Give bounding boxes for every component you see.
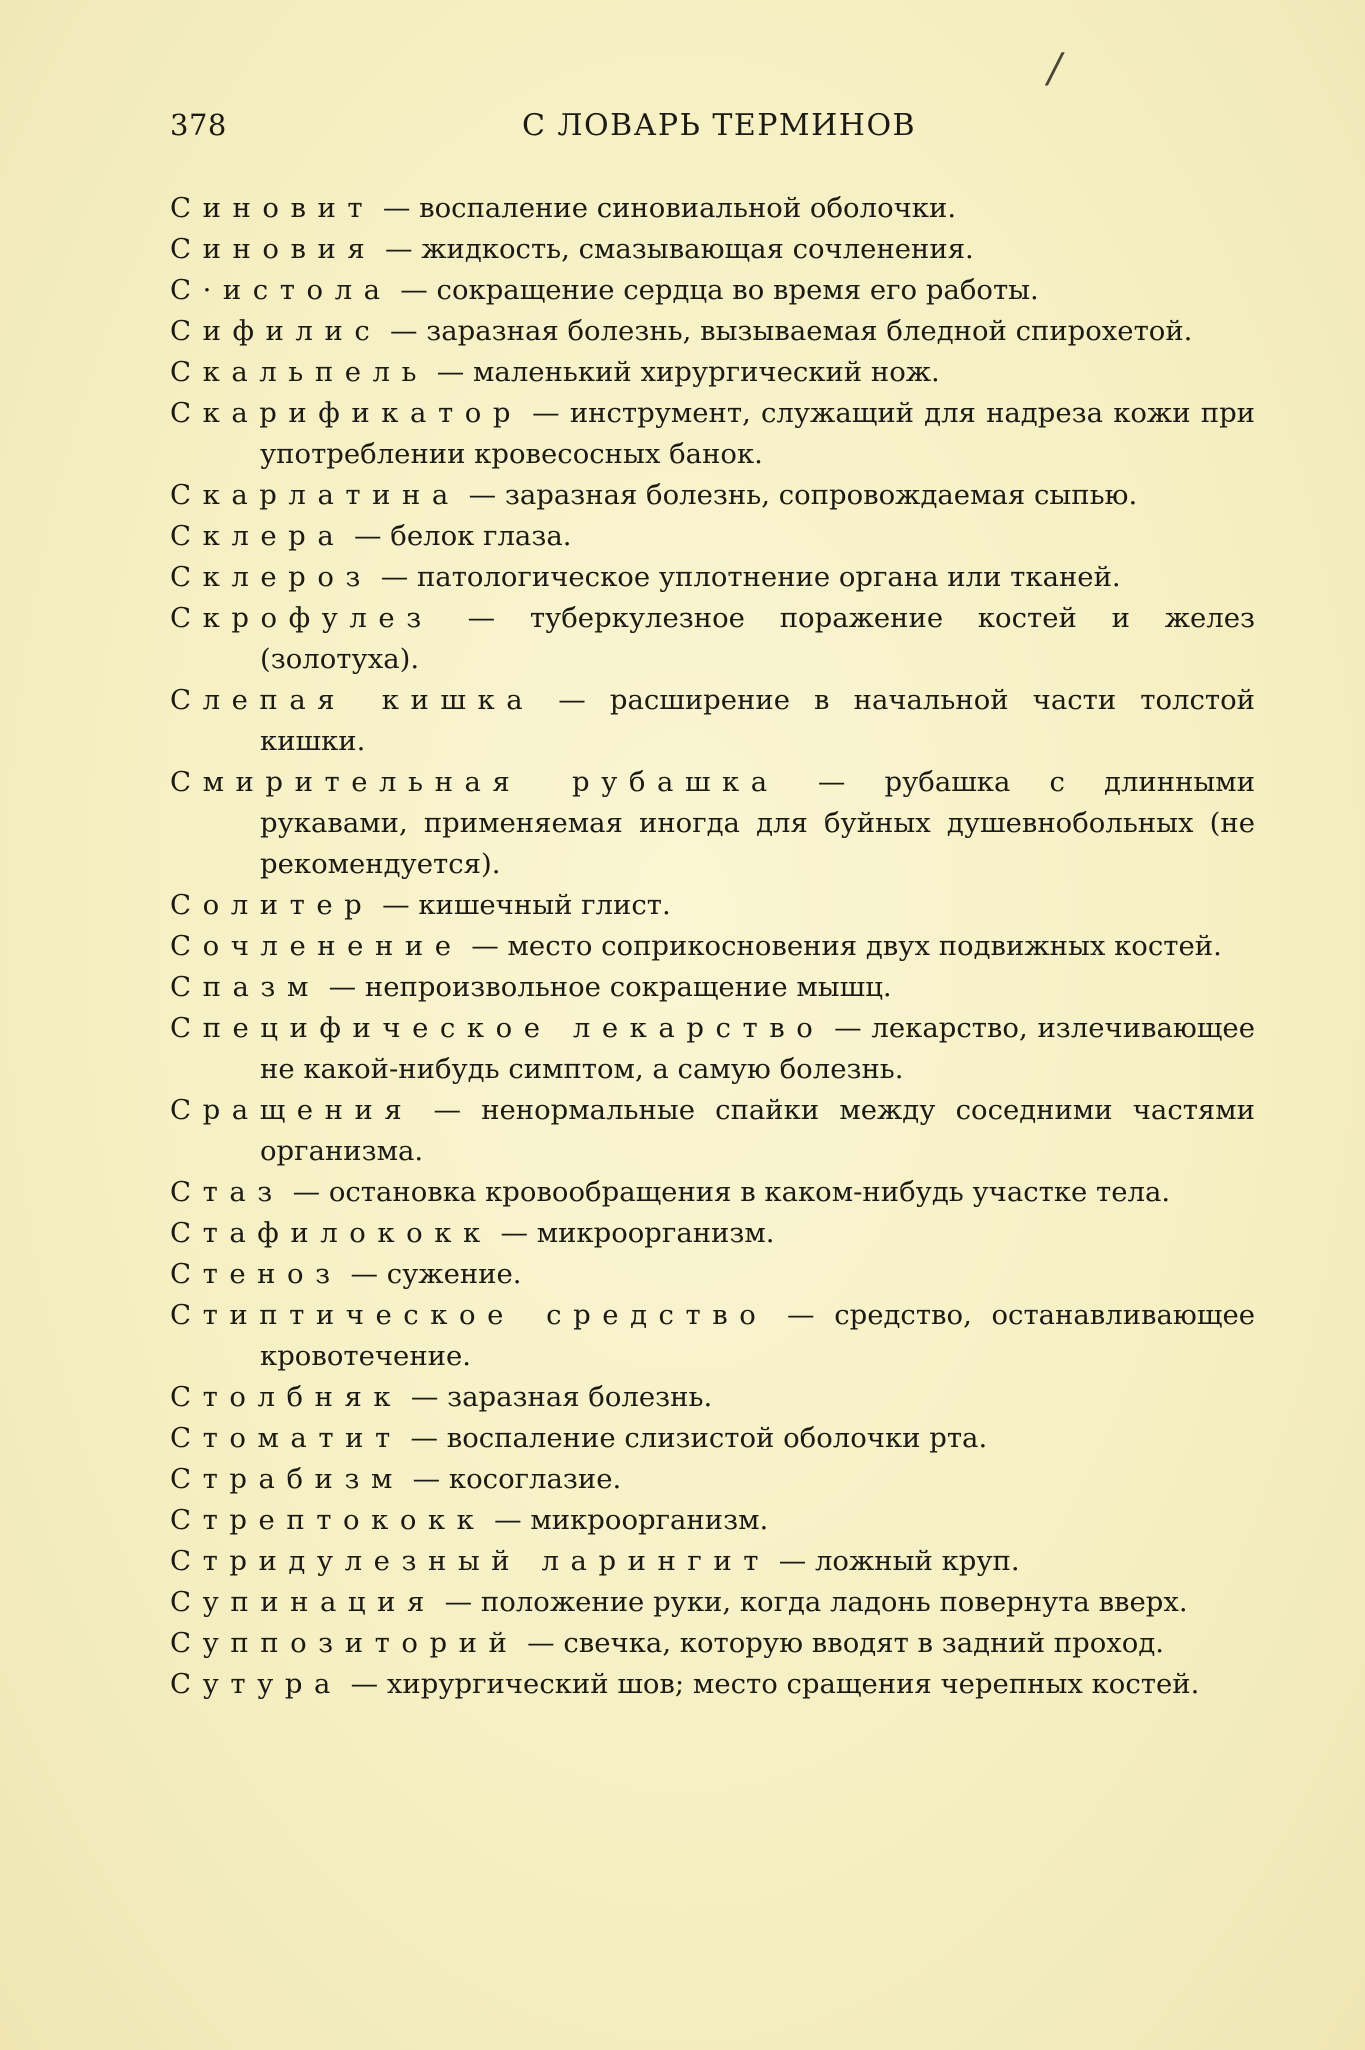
glossary-entry: Смирительная рубашка — рубашка с длинными рукавами, применяемая иногда для буйных душевнобольных (не рекомендуется).	[170, 766, 1256, 880]
entry-definition: непроизвольное сокращение мышц.	[364, 971, 892, 1003]
entry-definition: хирургический шов; место сращения черепных костей.	[386, 1668, 1200, 1700]
glossary-entry: С·истола — сокращение сердца во время его работы.	[170, 274, 1039, 306]
entry-definition: микроорганизм.	[536, 1217, 775, 1249]
entry-term: Склероз	[170, 561, 372, 593]
entry-definition: сокращение сердца во время его работы.	[436, 274, 1039, 306]
entry-definition: маленький хирургический нож.	[473, 356, 940, 388]
entry-term: Стрептококк	[170, 1504, 486, 1536]
entry-definition: туберкулезное поражение костей и желез (золотуха).	[260, 602, 1256, 675]
glossary-entry: Сутура — хирургический шов; место сращения черепных костей.	[170, 1668, 1200, 1700]
entry-term: Смирительная рубашка	[170, 766, 779, 798]
glossary-entry: Страбизм — косоглазие.	[170, 1463, 622, 1495]
glossary-entry: Стоматит — воспаление слизистой оболочки рта.	[170, 1422, 988, 1454]
entry-definition: ложный круп.	[814, 1545, 1020, 1577]
glossary-entry: Стаз — остановка кровообращения в каком-нибудь участке тела.	[170, 1176, 1171, 1208]
glossary-entry: Стафилококк — микроорганизм.	[170, 1217, 775, 1249]
entry-term: Специфическое лекарство	[170, 1012, 825, 1044]
entry-definition: свечка, которую вводят в задний проход.	[563, 1627, 1165, 1659]
glossary-entry: Стрептококк — микроорганизм.	[170, 1504, 769, 1536]
glossary-entry: Столбняк — заразная болезнь.	[170, 1381, 713, 1413]
glossary-entry: Слепая кишка — расширение в начальной части толстой кишки.	[170, 684, 1255, 757]
entry-term: Супинация	[170, 1586, 436, 1618]
glossary-entry: Синовия — жидкость, смазывающая сочленения.	[170, 233, 974, 265]
glossary-entry: Супинация — положение руки, когда ладонь повернута вверх.	[170, 1586, 1188, 1618]
page-header	[170, 108, 1250, 148]
glossary-entry: Скарлатина — заразная болезнь, сопровождаемая сыпью.	[170, 479, 1138, 511]
glossary-entry: Стиптическое средство — средство, останавливающее кровотечение.	[170, 1299, 1255, 1372]
entry-term: Скрофулез	[170, 602, 433, 634]
page-number: 378	[170, 108, 227, 142]
entry-definition: расширение в начальной части толстой кишки.	[260, 684, 1255, 757]
entry-term: Сочленение	[170, 930, 463, 962]
entry-term: Скарлатина	[170, 479, 460, 511]
entry-definition: кишечный глист.	[418, 889, 671, 921]
pencil-mark: /	[1048, 46, 1062, 92]
entry-term: Сутура	[170, 1668, 342, 1700]
entry-term: Склера	[170, 520, 346, 552]
entry-definition: положение руки, когда ладонь повернута вверх.	[480, 1586, 1188, 1618]
glossary-entry: Склера — белок глаза.	[170, 520, 572, 552]
entry-definition: белок глаза.	[390, 520, 572, 552]
entry-term: Сращения	[170, 1094, 414, 1126]
entry-definition: инструмент, служащий для надреза кожи при употреблении кровесосных банок.	[260, 397, 1255, 470]
entry-definition: косоглазие.	[448, 1463, 622, 1495]
entry-term: Стеноз	[170, 1258, 342, 1290]
entry-definition: заразная болезнь, вызываемая бледной спирохетой.	[426, 315, 1193, 347]
entry-definition: жидкость, смазывающая сочленения.	[421, 233, 974, 265]
glossary-entry: Скальпель — маленький хирургический нож.	[170, 356, 940, 388]
entry-definition: воспаление слизистой оболочки рта.	[446, 1422, 988, 1454]
entry-definition: лекарство, излечивающее не какой-нибудь симптом, а самую болезнь.	[260, 1012, 1255, 1085]
glossary-entries	[170, 188, 1255, 1705]
glossary-entry: Сращения — ненормальные спайки между соседними частями организма.	[170, 1094, 1256, 1167]
entry-definition: место соприкосновения двух подвижных костей.	[507, 930, 1222, 962]
glossary-entry: Сифилис — заразная болезнь, вызываемая бледной спирохетой.	[170, 315, 1193, 347]
entry-term: Скарификатор	[170, 397, 522, 429]
entry-term: Синовия	[170, 233, 377, 265]
glossary-entry: Скарификатор — инструмент, служащий для надреза кожи при употреблении кровесосных банок.	[170, 397, 1255, 470]
glossary-entry: Стридулезный ларингит — ложный круп.	[170, 1545, 1020, 1577]
entry-term: Стаз	[170, 1176, 284, 1208]
entry-definition: заразная болезнь, сопровождаемая сыпью.	[504, 479, 1138, 511]
entry-term: Стафилококк	[170, 1217, 492, 1249]
entry-term: Страбизм	[170, 1463, 404, 1495]
glossary-entry: Стеноз — сужение.	[170, 1258, 522, 1290]
entry-definition: воспаление синовиальной оболочки.	[419, 192, 957, 224]
entry-term: Стридулезный ларингит	[170, 1545, 770, 1577]
entry-definition: ненормальные спайки между соседними частями организма.	[260, 1094, 1256, 1167]
glossary-entry: Склероз — патологическое уплотнение органа или тканей.	[170, 561, 1121, 593]
entry-definition: заразная болезнь.	[447, 1381, 713, 1413]
entry-definition: остановка кровообращения в каком-нибудь участке тела.	[328, 1176, 1171, 1208]
entry-term: Сифилис	[170, 315, 382, 347]
glossary-entry: Сочленение — место соприкосновения двух подвижных костей.	[170, 930, 1222, 962]
entry-definition: патологическое уплотнение органа или тканей.	[416, 561, 1121, 593]
entry-term: С·истола	[170, 274, 392, 306]
glossary-entry: Специфическое лекарство — лекарство, излечивающее не какой-нибудь симптом, а самую болезнь.	[170, 1012, 1255, 1085]
entry-term: Слепая кишка	[170, 684, 535, 716]
entry-definition: сужение.	[386, 1258, 522, 1290]
entry-definition: рубашка с длинными рукавами, применяемая иногда для буйных душевнобольных (не рекомендуется).	[260, 766, 1256, 880]
entry-term: Стиптическое средство	[170, 1299, 768, 1331]
glossary-entry: Скрофулез — туберкулезное поражение костей и желез (золотуха).	[170, 602, 1256, 675]
entry-term: Столбняк	[170, 1381, 403, 1413]
running-title: С ЛОВАРЬ ТЕРМИНОВ	[522, 108, 917, 143]
entry-term: Скальпель	[170, 356, 429, 388]
entry-definition: микроорганизм.	[530, 1504, 769, 1536]
entry-term: Стоматит	[170, 1422, 402, 1454]
glossary-entry: Спазм — непроизвольное сокращение мышц.	[170, 971, 892, 1003]
glossary-entry: Суппозиторий — свечка, которую вводят в задний проход.	[170, 1627, 1165, 1659]
glossary-entry: Синовит — воспаление синовиальной оболочки.	[170, 192, 957, 224]
entry-term: Суппозиторий	[170, 1627, 519, 1659]
entry-term: Синовит	[170, 192, 375, 224]
entry-term: Солитер	[170, 889, 374, 921]
entry-term: Спазм	[170, 971, 320, 1003]
glossary-entry: Солитер — кишечный глист.	[170, 889, 671, 921]
entry-definition: средство, останавливающее кровотечение.	[260, 1299, 1255, 1372]
